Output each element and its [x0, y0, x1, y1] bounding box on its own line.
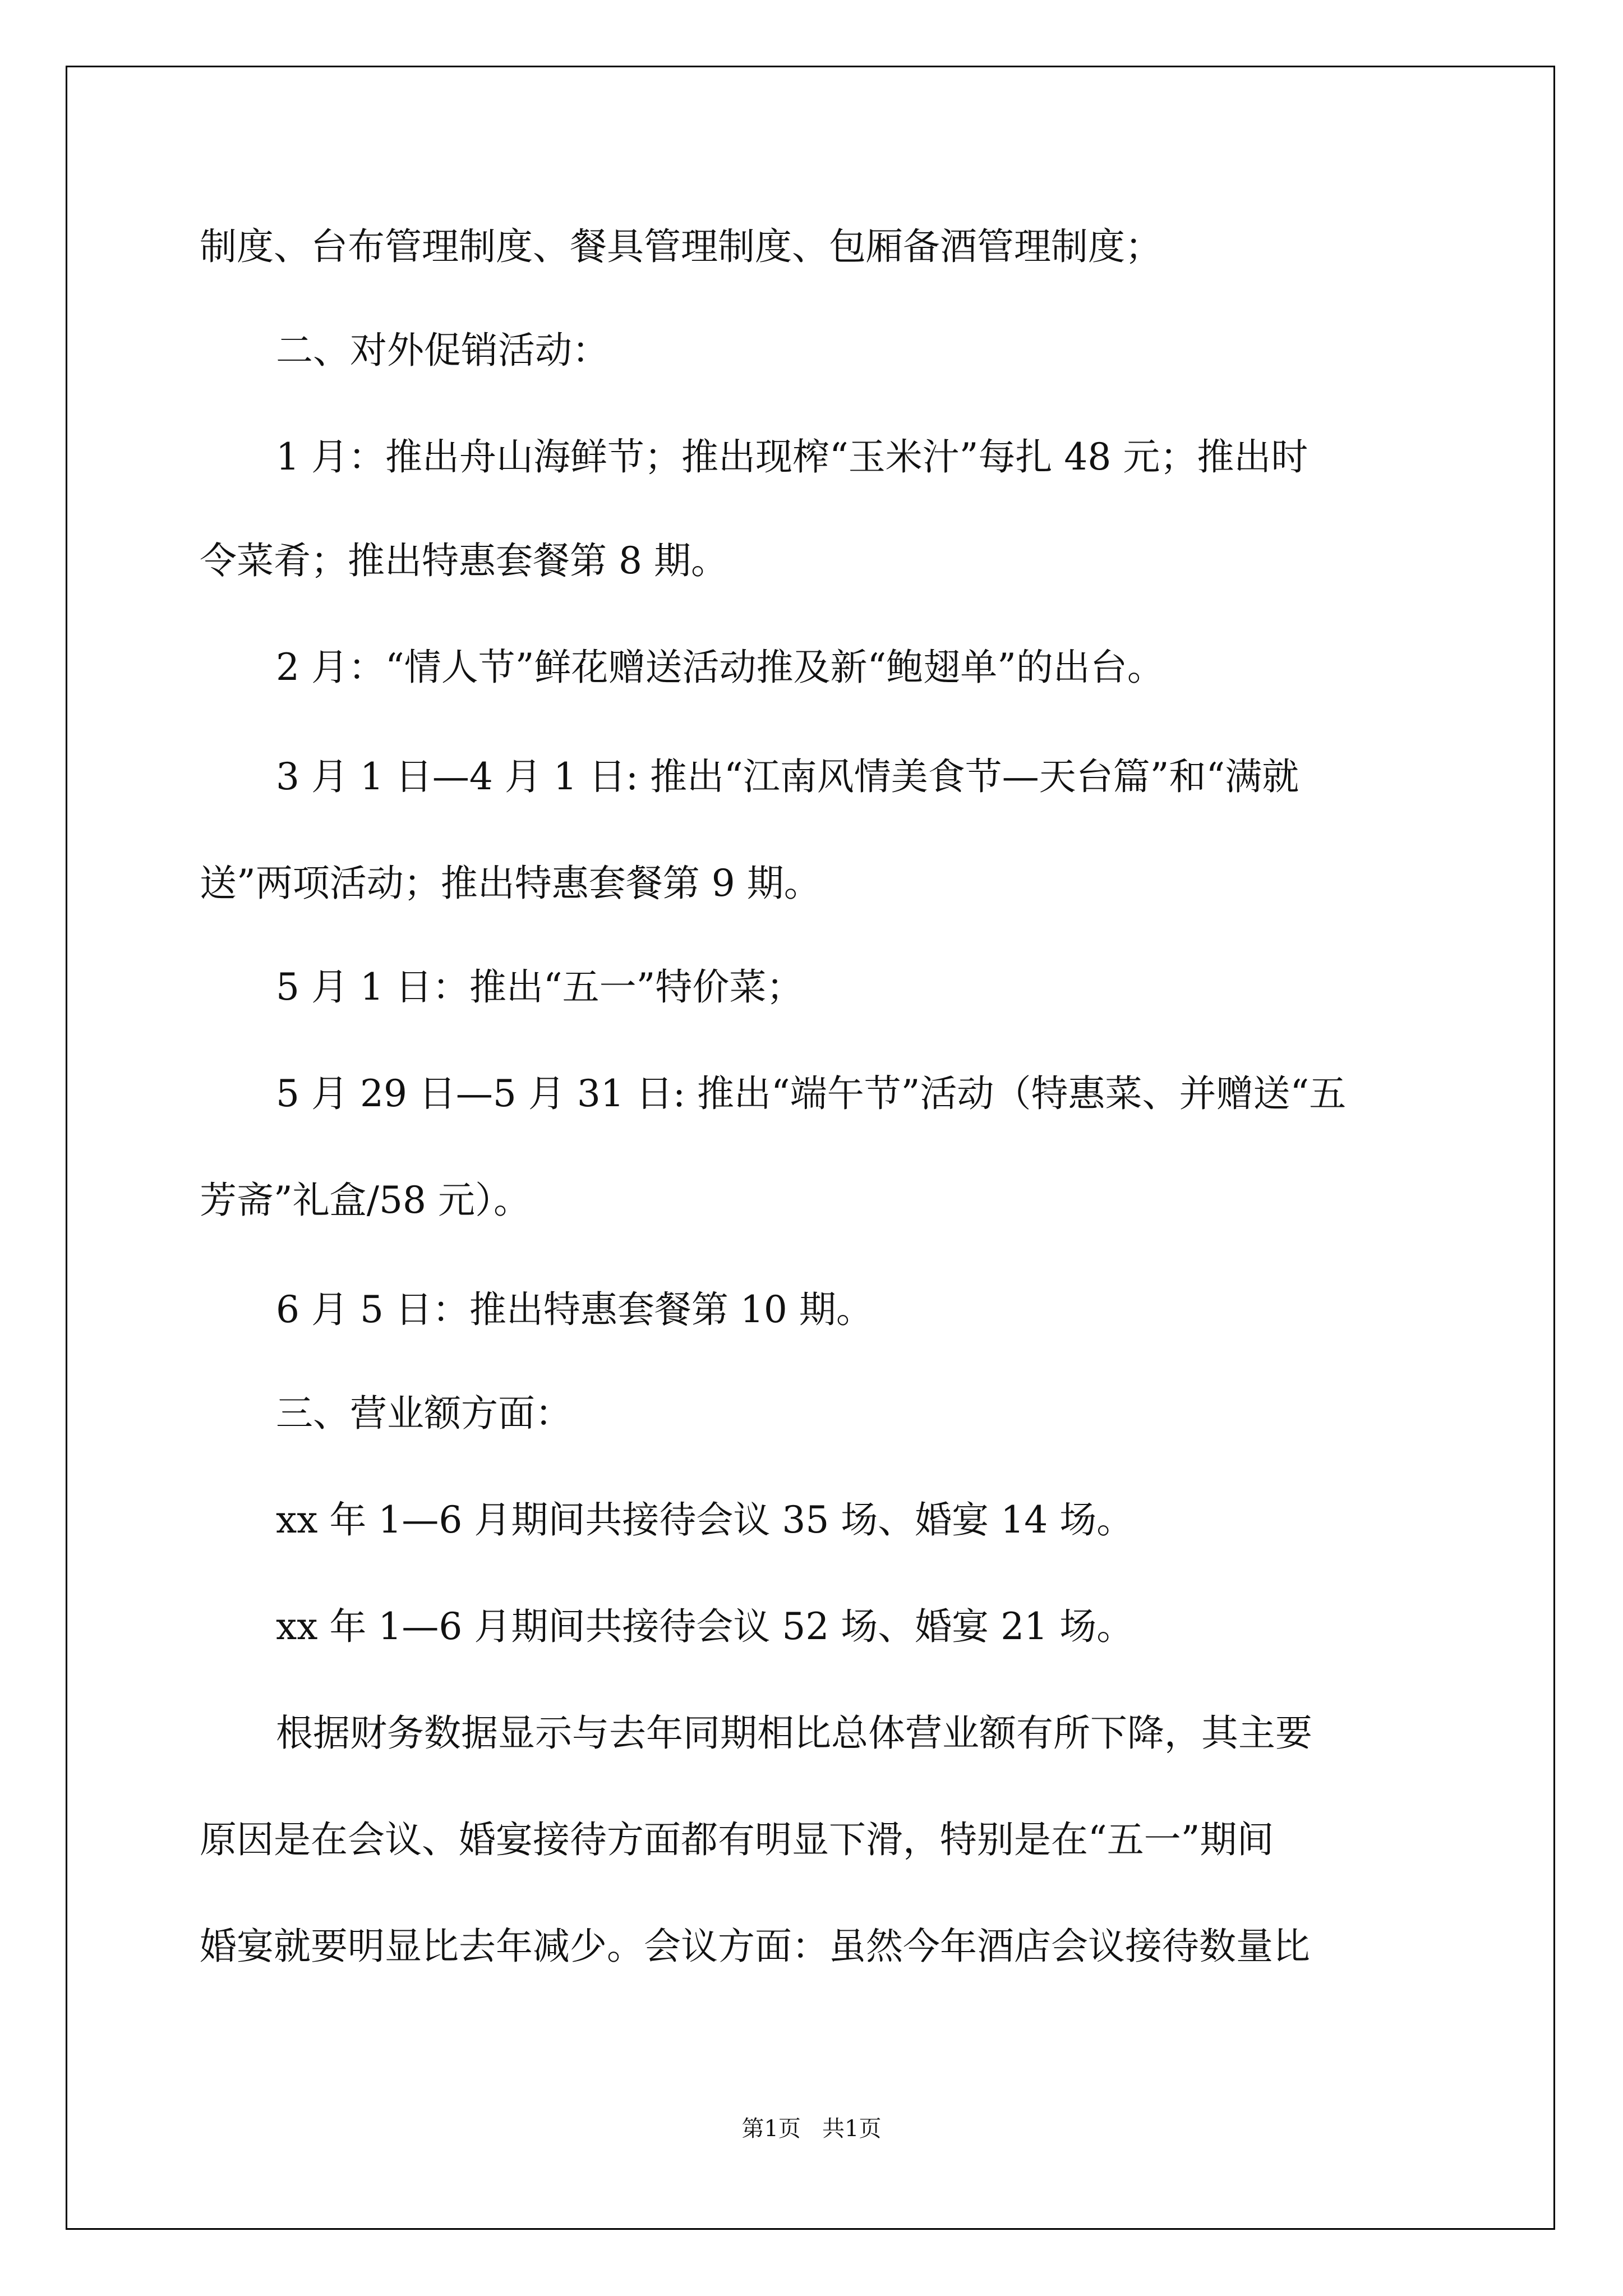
page-border	[66, 66, 1555, 2230]
text-line: 2 月：“情人节”鲜花赠送活动推及新“鲍翅单”的出台。	[276, 646, 1164, 689]
text-line: 芳斋”礼盒/58 元）。	[200, 1179, 531, 1222]
text-line: 5 月 1 日：推出“五一”特价菜；	[276, 965, 804, 1009]
text-line: xx 年 1—6 月期间共接待会议 35 场、婚宴 14 场。	[276, 1498, 1134, 1542]
section-heading: 三、营业额方面：	[276, 1392, 572, 1435]
text-line: 婚宴就要明显比去年减少。会议方面：虽然今年酒店会议接待数量比	[200, 1925, 1310, 1968]
section-heading: 二、对外促销活动：	[276, 329, 609, 372]
text-line: 原因是在会议、婚宴接待方面都有明显下滑，特别是在“五一”期间	[200, 1818, 1274, 1861]
text-line: 6 月 5 日：推出特惠套餐第 10 期。	[276, 1288, 873, 1331]
text-line: 根据财务数据显示与去年同期相比总体营业额有所下降，其主要	[276, 1711, 1312, 1755]
page-number-footer: 第1页 共1页	[741, 2116, 882, 2142]
text-line: 3 月 1 日—4 月 1 日: 推出“江南风情美食节—天台篇”和“满就	[276, 755, 1299, 798]
text-line: 5 月 29 日—5 月 31 日: 推出“端午节”活动（特惠菜、并赠送“五	[276, 1072, 1347, 1115]
text-line: 1 月：推出舟山海鲜节；推出现榨“玉米汁”每扎 48 元；推出时	[276, 435, 1308, 478]
text-line: 制度、台布管理制度、餐具管理制度、包厢备酒管理制度；	[200, 225, 1162, 268]
text-line: 送”两项活动；推出特惠套餐第 9 期。	[200, 862, 821, 905]
text-line: 令菜肴；推出特惠套餐第 8 期。	[200, 539, 728, 582]
text-line: xx 年 1—6 月期间共接待会议 52 场、婚宴 21 场。	[276, 1605, 1134, 1648]
